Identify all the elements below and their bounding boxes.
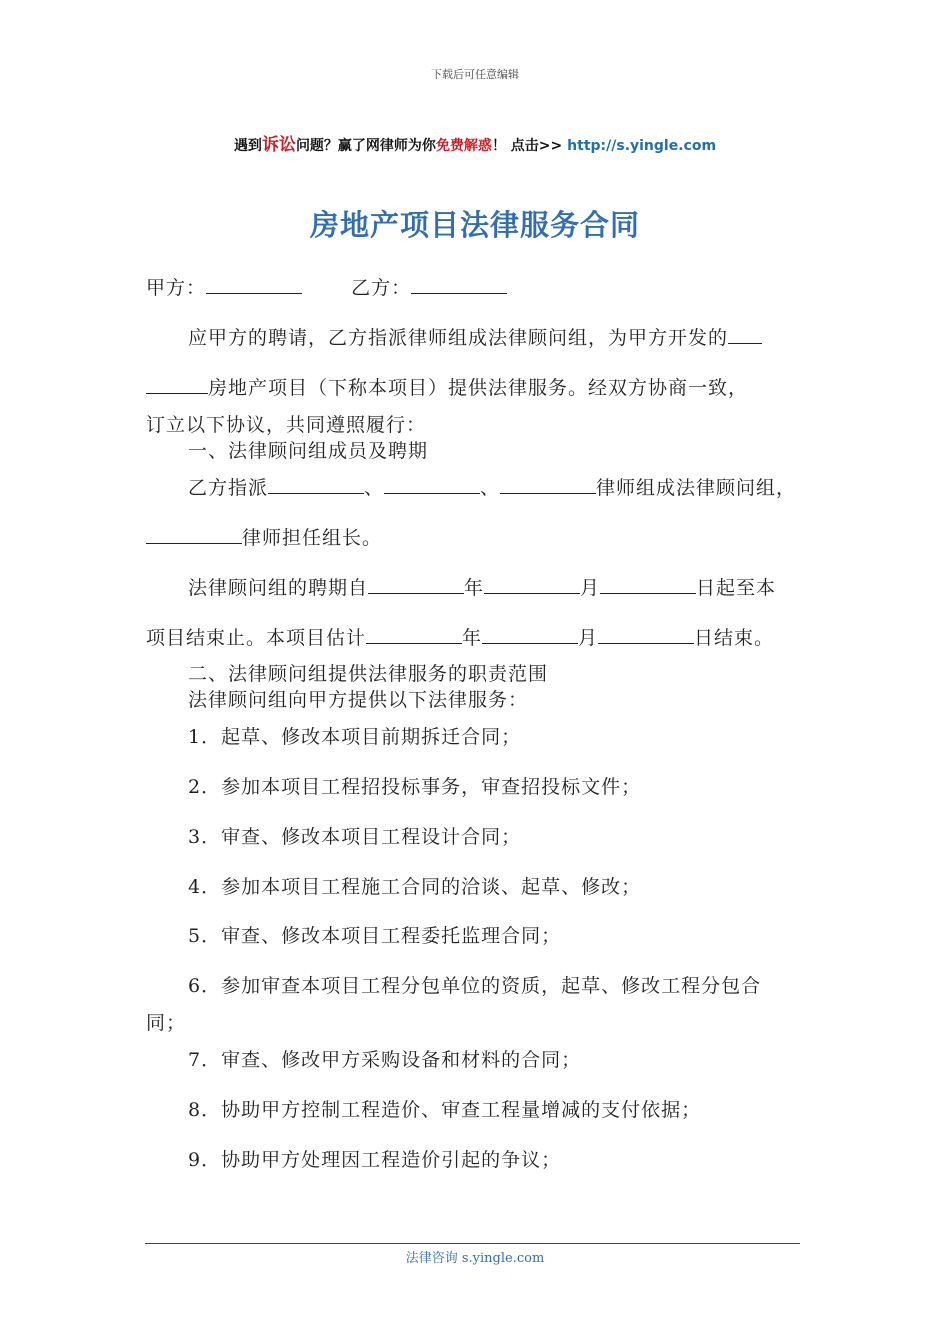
banner-highlight-litigation: 诉讼 — [261, 135, 296, 155]
intro-line-1 — [188, 323, 762, 350]
service-item: 4．参加本项目工程施工合同的洽谈、起草、修改； — [188, 876, 642, 898]
lawyer-3-blank — [500, 475, 596, 494]
term-text-a: 法律顾问组的聘期自 — [188, 577, 369, 599]
end-year-blank — [366, 625, 462, 644]
s1-text-leader: 律师担任组长。 — [242, 527, 383, 549]
start-month-blank — [484, 575, 580, 594]
service-item: 9．协助甲方处理因工程造价引起的争议； — [188, 1149, 562, 1171]
party-b-blank — [411, 275, 507, 294]
banner-text-1: 遇到 — [233, 138, 262, 154]
header-note: 下载后可任意编辑 — [431, 68, 519, 81]
team-leader-blank — [146, 525, 242, 544]
service-item: 7．审查、修改甲方采购设备和材料的合同； — [188, 1049, 582, 1071]
project-name-blank-2 — [146, 375, 208, 394]
lawyer-2-blank — [384, 475, 480, 494]
party-a-blank — [206, 275, 302, 294]
intro-text-2: 房地产项目（下称本项目）提供法律服务。经双方协商一致， — [208, 377, 749, 399]
banner-text-3: ！ 点击>> — [491, 138, 563, 154]
s1-paragraph-2 — [146, 523, 382, 550]
s1-text-a: 乙方指派 — [188, 477, 269, 499]
end-day-blank — [598, 625, 694, 644]
term-month-label: 月 — [580, 577, 601, 599]
end-month-label: 月 — [578, 627, 599, 649]
section-2-lead: 法律顾问组向甲方提供以下法律服务： — [188, 689, 529, 711]
banner-text-2: 问题？赢了网律师为你 — [295, 138, 436, 154]
end-month-blank — [482, 625, 578, 644]
service-item: 8．协助甲方控制工程造价、审查工程量增减的支付依据； — [188, 1099, 702, 1121]
s1-paragraph-3 — [188, 573, 776, 600]
lawyer-1-blank — [268, 475, 364, 494]
section-2-heading: 二、法律顾问组提供法律服务的职责范围 — [188, 663, 549, 685]
end-text-b: 日结束。 — [694, 627, 775, 649]
service-item-continuation: 同； — [146, 1012, 187, 1034]
intro-text-1: 应甲方的聘请，乙方指派律师组成法律顾问组，为甲方开发的 — [188, 327, 729, 349]
s1-paragraph-4 — [146, 623, 774, 650]
promo-banner[interactable] — [0, 130, 950, 155]
s1-sep-1: 、 — [364, 477, 385, 499]
start-day-blank — [600, 575, 696, 594]
document-title: 房地产项目法律服务合同 — [309, 208, 640, 242]
parties-line — [146, 273, 507, 300]
s1-paragraph-1 — [188, 473, 796, 500]
section-1-heading: 一、法律顾问组成员及聘期 — [188, 440, 429, 462]
service-item: 3．审查、修改本项目工程设计合同； — [188, 826, 522, 848]
s1-sep-2: 、 — [480, 477, 501, 499]
s1-text-b: 律师组成法律顾问组， — [596, 477, 797, 499]
term-year-label: 年 — [464, 577, 485, 599]
project-name-blank-1 — [728, 325, 762, 344]
service-item: 2．参加本项目工程招投标事务，审查招投标文件； — [188, 776, 642, 798]
service-item: 5．审查、修改本项目工程委托监理合同； — [188, 925, 562, 947]
service-item: 6．参加审查本项目工程分包单位的资质，起草、修改工程分包合 — [188, 975, 762, 997]
service-item: 1．起草、修改本项目前期拆迁合同； — [188, 726, 522, 748]
party-b-label: 乙方： — [351, 277, 412, 299]
party-a-label: 甲方： — [146, 277, 207, 299]
start-year-blank — [368, 575, 464, 594]
intro-line-3: 订立以下协议，共同遵照履行： — [146, 414, 427, 436]
term-text-b: 日起至本 — [696, 577, 777, 599]
footer-divider — [145, 1243, 800, 1244]
footer-link[interactable]: 法律咨询 s.yingle.com — [405, 1251, 545, 1266]
end-text-a: 项目结束止。本项目估计 — [146, 627, 367, 649]
intro-line-2 — [146, 373, 748, 400]
banner-link[interactable]: http://s.yingle.com — [567, 138, 717, 154]
end-year-label: 年 — [462, 627, 483, 649]
banner-highlight-free: 免费解惑 — [435, 138, 492, 154]
